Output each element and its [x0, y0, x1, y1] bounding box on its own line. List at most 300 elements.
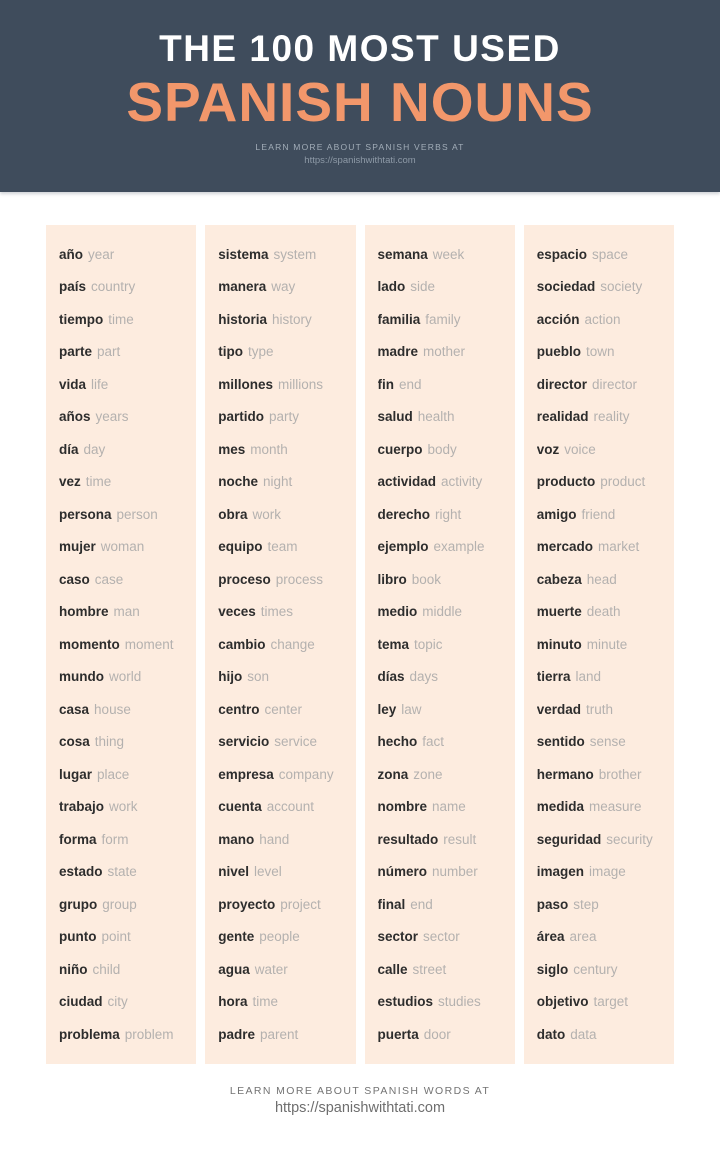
noun-row [218, 1018, 342, 1051]
spanish-word: equipo [218, 539, 263, 555]
poster-title-line2: SPANISH NOUNS [126, 70, 594, 133]
noun-row [537, 498, 661, 531]
noun-row [378, 953, 502, 986]
english-translation: party [269, 409, 300, 425]
noun-row [537, 758, 661, 791]
english-translation: history [272, 311, 312, 327]
spanish-word: calle [377, 961, 408, 977]
spanish-word: hora [218, 994, 248, 1010]
english-translation: center [264, 701, 303, 717]
spanish-word: seguridad [536, 831, 602, 847]
noun-row [378, 628, 502, 661]
spanish-word: mano [218, 831, 255, 847]
english-translation: street [412, 961, 447, 977]
noun-row [59, 336, 183, 369]
spanish-word: ciudad [59, 994, 103, 1010]
spanish-word: millones [218, 376, 274, 392]
noun-row [218, 303, 342, 336]
noun-row [59, 563, 183, 596]
english-translation: moment [124, 636, 174, 652]
spanish-word: noche [218, 474, 259, 490]
noun-row [378, 368, 502, 401]
noun-row [59, 271, 183, 304]
spanish-word: ley [377, 701, 397, 717]
english-translation: law [401, 701, 422, 717]
footer-tagline: LEARN MORE ABOUT SPANISH WORDS AT [229, 1084, 491, 1097]
spanish-word: salud [377, 409, 413, 425]
noun-row [59, 433, 183, 466]
english-translation: project [280, 896, 321, 912]
noun-row [218, 596, 342, 629]
spanish-word: nivel [218, 864, 250, 880]
noun-row [59, 726, 183, 759]
noun-row [218, 368, 342, 401]
noun-row [537, 888, 661, 921]
spanish-word: historia [218, 311, 268, 327]
noun-row [218, 271, 342, 304]
english-translation: country [91, 279, 136, 295]
noun-row [378, 758, 502, 791]
english-translation: change [270, 636, 315, 652]
noun-row [537, 271, 661, 304]
noun-row [378, 791, 502, 824]
noun-row [378, 661, 502, 694]
noun-row [218, 433, 342, 466]
noun-row [59, 628, 183, 661]
spanish-word: ejemplo [377, 539, 429, 555]
english-translation: level [254, 864, 282, 880]
english-translation: service [274, 734, 318, 750]
noun-row [537, 953, 661, 986]
header-url: https://spanishwithtati.com [304, 154, 416, 166]
english-translation: family [425, 311, 461, 327]
noun-column-1 [46, 225, 196, 1064]
spanish-word: director [536, 376, 588, 392]
noun-row [218, 856, 342, 889]
spanish-word: casa [59, 701, 90, 717]
spanish-word: día [59, 441, 79, 457]
spanish-word: hombre [59, 604, 109, 620]
spanish-word: país [59, 279, 87, 295]
spanish-word: mujer [59, 539, 96, 555]
english-translation: head [586, 571, 617, 587]
english-translation: target [593, 994, 629, 1010]
english-translation: death [586, 604, 621, 620]
noun-row [59, 953, 183, 986]
english-translation: type [248, 344, 274, 360]
english-translation: security [606, 831, 653, 847]
english-translation: hand [259, 831, 290, 847]
english-translation: woman [100, 539, 145, 555]
noun-row [537, 466, 661, 499]
noun-row [378, 563, 502, 596]
english-translation: years [95, 409, 129, 425]
noun-row [537, 823, 661, 856]
english-translation: parent [260, 1026, 299, 1042]
english-translation: problem [124, 1026, 174, 1042]
english-translation: result [443, 831, 477, 847]
spanish-word: vida [59, 376, 87, 392]
noun-row [537, 401, 661, 434]
noun-row [218, 921, 342, 954]
spanish-word: empresa [218, 766, 274, 782]
spanish-word: amigo [536, 506, 577, 522]
english-translation: end [399, 376, 422, 392]
spanish-word: punto [59, 929, 97, 945]
noun-row [378, 823, 502, 856]
spanish-word: acción [536, 311, 580, 327]
spanish-word: espacio [536, 246, 588, 262]
spanish-word: manera [218, 279, 267, 295]
english-translation: time [108, 311, 134, 327]
spanish-word: padre [218, 1026, 256, 1042]
noun-row [218, 693, 342, 726]
noun-row [218, 466, 342, 499]
english-translation: system [273, 246, 317, 262]
spanish-word: sentido [536, 734, 585, 750]
english-translation: person [116, 506, 158, 522]
spanish-word: número [377, 864, 428, 880]
english-translation: action [584, 311, 621, 327]
english-translation: thing [94, 734, 125, 750]
noun-row [59, 986, 183, 1019]
english-translation: month [250, 441, 288, 457]
spanish-word: sector [377, 929, 419, 945]
spanish-word: derecho [377, 506, 431, 522]
english-translation: data [570, 1026, 597, 1042]
spanish-word: servicio [218, 734, 270, 750]
english-translation: company [278, 766, 334, 782]
spanish-word: semana [377, 246, 428, 262]
spanish-word: persona [59, 506, 112, 522]
english-translation: city [107, 994, 128, 1010]
noun-row [218, 401, 342, 434]
noun-row [537, 856, 661, 889]
spanish-word: centro [218, 701, 260, 717]
noun-column-4 [524, 225, 674, 1064]
spanish-word: cabeza [536, 571, 582, 587]
english-translation: end [410, 896, 433, 912]
english-translation: side [410, 279, 436, 295]
english-translation: team [267, 539, 298, 555]
spanish-word: familia [377, 311, 421, 327]
noun-row [378, 498, 502, 531]
spanish-word: proyecto [218, 896, 276, 912]
english-translation: time [85, 474, 112, 490]
noun-row [378, 986, 502, 1019]
noun-row [218, 986, 342, 1019]
spanish-word: objetivo [536, 994, 589, 1010]
spanish-word: gente [218, 929, 255, 945]
spanish-word: sistema [218, 246, 269, 262]
english-translation: studies [438, 994, 481, 1010]
poster-footer [0, 1085, 720, 1116]
noun-row [59, 401, 183, 434]
noun-row [59, 823, 183, 856]
noun-row [59, 1018, 183, 1051]
english-translation: door [423, 1026, 451, 1042]
noun-row [218, 661, 342, 694]
noun-row [59, 888, 183, 921]
english-translation: book [411, 571, 442, 587]
noun-row [537, 628, 661, 661]
noun-row [218, 563, 342, 596]
english-translation: days [409, 669, 439, 685]
spanish-word: producto [536, 474, 596, 490]
spanish-word: voz [536, 441, 560, 457]
noun-row [59, 856, 183, 889]
noun-row [59, 791, 183, 824]
english-translation: right [435, 506, 462, 522]
english-translation: land [575, 669, 602, 685]
english-translation: year [88, 246, 115, 262]
noun-column-2 [205, 225, 355, 1064]
spanish-word: hermano [536, 766, 594, 782]
english-translation: process [275, 571, 324, 587]
noun-row [59, 238, 183, 271]
noun-row [378, 856, 502, 889]
english-translation: water [254, 961, 288, 977]
spanish-word: forma [59, 831, 97, 847]
english-translation: area [569, 929, 597, 945]
english-translation: place [97, 766, 130, 782]
english-translation: night [263, 474, 293, 490]
english-translation: work [109, 799, 138, 815]
noun-row [537, 238, 661, 271]
english-translation: people [259, 929, 300, 945]
noun-column-3 [365, 225, 515, 1064]
noun-row [59, 596, 183, 629]
noun-row [537, 336, 661, 369]
noun-row [537, 596, 661, 629]
english-translation: voice [564, 441, 596, 457]
spanish-word: obra [218, 506, 248, 522]
noun-grid [46, 225, 674, 1064]
noun-row [378, 238, 502, 271]
english-translation: sector [423, 929, 460, 945]
spanish-word: siglo [536, 961, 569, 977]
noun-row [59, 466, 183, 499]
spanish-word: medio [377, 604, 418, 620]
english-translation: work [252, 506, 282, 522]
noun-row [218, 953, 342, 986]
header-tagline: LEARN MORE ABOUT SPANISH VERBS AT [255, 141, 465, 152]
noun-row [218, 238, 342, 271]
spanish-word: tipo [218, 344, 243, 360]
spanish-word: puerta [377, 1026, 419, 1042]
spanish-word: grupo [59, 896, 98, 912]
spanish-word: partido [218, 409, 264, 425]
spanish-word: resultado [377, 831, 439, 847]
spanish-word: momento [59, 636, 120, 652]
spanish-word: proceso [218, 571, 271, 587]
english-translation: way [271, 279, 296, 295]
noun-row [378, 336, 502, 369]
english-translation: town [586, 344, 615, 360]
spanish-word: días [377, 669, 405, 685]
noun-row [537, 433, 661, 466]
noun-row [59, 303, 183, 336]
spanish-word: minuto [536, 636, 582, 652]
english-translation: example [433, 539, 485, 555]
spanish-word: madre [377, 344, 419, 360]
english-translation: mother [423, 344, 466, 360]
english-translation: truth [586, 701, 614, 717]
spanish-word: caso [59, 571, 90, 587]
english-translation: house [94, 701, 131, 717]
english-translation: man [113, 604, 140, 620]
poster-header [0, 0, 720, 192]
noun-row [59, 921, 183, 954]
noun-row [218, 498, 342, 531]
noun-row [537, 986, 661, 1019]
spanish-word: lugar [59, 766, 93, 782]
english-translation: number [432, 864, 478, 880]
noun-row [537, 1018, 661, 1051]
english-translation: director [592, 376, 638, 392]
footer-url: https://spanishwithtati.com [274, 1099, 446, 1116]
spanish-word: libro [377, 571, 407, 587]
spanish-word: fin [377, 376, 394, 392]
english-translation: child [92, 961, 121, 977]
noun-row [378, 693, 502, 726]
noun-row [218, 791, 342, 824]
noun-row [59, 661, 183, 694]
spanish-word: zona [377, 766, 409, 782]
english-translation: millions [278, 376, 324, 392]
noun-row [537, 368, 661, 401]
noun-row [59, 693, 183, 726]
english-translation: zone [413, 766, 443, 782]
noun-row [378, 726, 502, 759]
english-translation: space [592, 246, 629, 262]
spanish-word: años [59, 409, 91, 425]
noun-row [378, 303, 502, 336]
poster-title-line1: THE 100 MOST USED [159, 28, 561, 69]
english-translation: time [252, 994, 279, 1010]
noun-row [378, 1018, 502, 1051]
spanish-word: nombre [377, 799, 428, 815]
english-translation: minute [586, 636, 628, 652]
english-translation: world [109, 669, 142, 685]
noun-row [378, 531, 502, 564]
noun-row [59, 498, 183, 531]
noun-row [537, 531, 661, 564]
spanish-word: dato [536, 1026, 566, 1042]
english-translation: part [97, 344, 121, 360]
spanish-word: estado [59, 864, 103, 880]
english-translation: account [266, 799, 315, 815]
english-translation: brother [598, 766, 642, 782]
spanish-word: tierra [536, 669, 571, 685]
english-translation: middle [422, 604, 463, 620]
english-translation: reality [593, 409, 630, 425]
spanish-word: verdad [536, 701, 582, 717]
noun-row [218, 823, 342, 856]
spanish-word: tiempo [59, 311, 104, 327]
noun-row [378, 433, 502, 466]
noun-row [218, 726, 342, 759]
noun-row [537, 921, 661, 954]
noun-row [537, 661, 661, 694]
spanish-word: tema [377, 636, 410, 652]
spanish-word: actividad [377, 474, 437, 490]
spanish-word: problema [59, 1026, 120, 1042]
english-translation: measure [589, 799, 642, 815]
spanish-word: paso [536, 896, 569, 912]
english-translation: body [427, 441, 457, 457]
spanish-word: cuerpo [377, 441, 423, 457]
english-translation: case [94, 571, 124, 587]
english-translation: life [91, 376, 109, 392]
noun-row [218, 531, 342, 564]
english-translation: friend [581, 506, 616, 522]
spanish-word: niño [59, 961, 88, 977]
spanish-word: muerte [536, 604, 582, 620]
spanish-word: mundo [59, 669, 104, 685]
noun-row [218, 888, 342, 921]
spanish-word: cuenta [218, 799, 262, 815]
english-translation: image [589, 864, 626, 880]
spanish-word: lado [377, 279, 406, 295]
spanish-word: mes [218, 441, 246, 457]
english-translation: activity [441, 474, 483, 490]
noun-row [218, 628, 342, 661]
english-translation: week [432, 246, 465, 262]
spanish-word: final [377, 896, 406, 912]
noun-row [378, 401, 502, 434]
noun-row [537, 563, 661, 596]
spanish-word: veces [218, 604, 256, 620]
noun-row [378, 466, 502, 499]
spanish-word: área [536, 929, 565, 945]
spanish-word: sociedad [536, 279, 596, 295]
spanish-word: trabajo [59, 799, 105, 815]
english-translation: market [598, 539, 640, 555]
english-translation: society [600, 279, 643, 295]
spanish-word: medida [536, 799, 585, 815]
english-translation: times [260, 604, 294, 620]
spanish-word: vez [59, 474, 81, 490]
noun-row [59, 368, 183, 401]
spanish-word: año [59, 246, 84, 262]
english-translation: product [600, 474, 646, 490]
noun-row [378, 596, 502, 629]
english-translation: century [573, 961, 618, 977]
english-translation: point [101, 929, 131, 945]
english-translation: fact [422, 734, 445, 750]
spanish-word: imagen [536, 864, 585, 880]
noun-row [378, 271, 502, 304]
spanish-word: cosa [59, 734, 90, 750]
noun-row [218, 758, 342, 791]
spanish-word: realidad [536, 409, 589, 425]
english-translation: sense [589, 734, 626, 750]
noun-row [537, 726, 661, 759]
noun-row [378, 888, 502, 921]
spanish-word: mercado [536, 539, 594, 555]
spanish-word: estudios [377, 994, 434, 1010]
noun-row [537, 693, 661, 726]
spanish-word: pueblo [536, 344, 581, 360]
noun-row [378, 921, 502, 954]
noun-row [537, 791, 661, 824]
noun-row [537, 303, 661, 336]
english-translation: health [417, 409, 455, 425]
english-translation: topic [414, 636, 443, 652]
english-translation: step [573, 896, 599, 912]
english-translation: form [101, 831, 129, 847]
